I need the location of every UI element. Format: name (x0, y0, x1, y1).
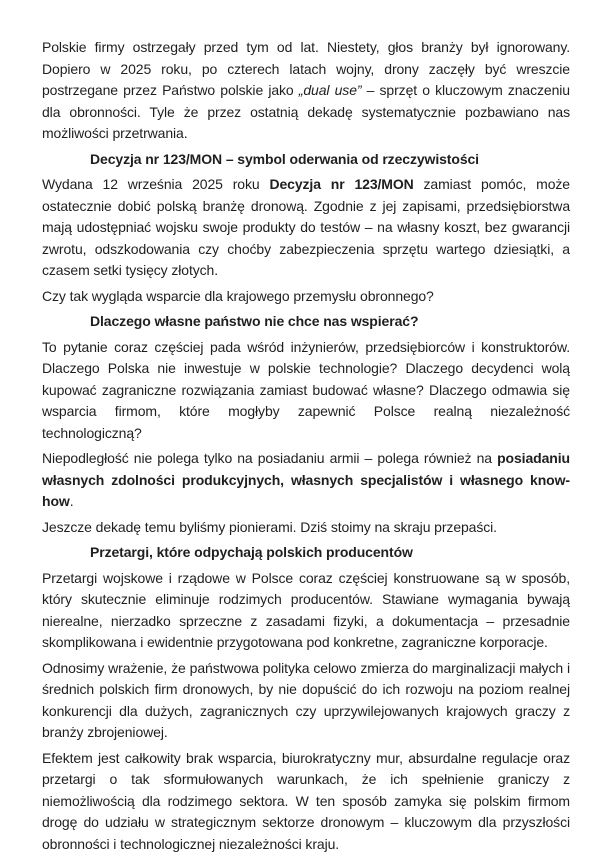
text-run: Efektem jest całkowity brak wsparcia, biurokratyczny mur, absurdalne regulacje oraz przetargi o tak sformułowanych warunkach, że ich spełnienie graniczy z niemożliwością dla rodzimego sektora. W ten sposób zamyka się polskim firmom drogę do udziału w strategicznym sektorze dronowym – kluczowym dla przyszłości obronności i technologicznej niezależności kraju. (42, 749, 570, 852)
text-run: Czy tak wygląda wsparcie dla krajowego przemysłu obronnego? (42, 287, 434, 304)
paragraph-pionierzy (42, 517, 570, 539)
heading-text: Dlaczego własne państwo nie chce nas wspierać? (90, 313, 419, 329)
text-run: Wydana 12 września 2025 roku (42, 176, 270, 192)
section-heading-dlaczego-panstwo (42, 311, 570, 333)
heading-text: Decyzja nr 123/MON – symbol oderwania od rzeczywistości (90, 150, 479, 167)
paragraph-marginalizacja (42, 658, 570, 744)
text-run: – sprzęt o kluczowym znaczeniu dla obronności. Tyle że przez ostatnią dekadę systematycznie pozbawiano nas możliwości przetrwania. (42, 82, 570, 141)
text-run: Odnosimy wrażenie, że państwowa polityka celowo zmierza do marginalizacji małych i średnich polskich firm dronowych, by nie dopuścić do ich rozwoju na poziom realnej konkurencji dla dużych, zagranicznych czy uprzywilejowanych krajowych graczy z branży zbrojeniowej. (42, 659, 570, 740)
section-heading-decyzja-123-mon (42, 149, 570, 171)
text-run: . (69, 493, 74, 509)
paragraph-pytania-inzynierow (42, 337, 570, 445)
text-run-italic-dual-use: „dual use” (298, 82, 362, 98)
paragraph-niepodleglosc (42, 448, 570, 513)
text-run: Przetargi wojskowe i rządowe w Polsce coraz częściej konstruowane są w sposób, który skutecznie eliminuje rodzimych producentów. Stawiane wymagania bywają nierealne, nierzadko sprzeczne z zasadami fizyki, a dokumentacja – przesadnie skomplikowana i ewidentnie przygotowana pod konkretne, zagraniczne korporacje. (42, 569, 570, 650)
heading-text: Przetargi, które odpychają polskich producentów (90, 544, 413, 560)
paragraph-przetargi-opis (42, 568, 570, 654)
paragraph-intro (42, 37, 570, 145)
text-run: To pytanie coraz częściej pada wśród inżynierów, przedsiębiorców i konstruktorów. Dlaczego Polska nie inwestuje w polskie technologie? Dlaczego decydenci wolą kupować zagraniczne rozwiązania zamiast budować własne? Dlaczego odmawia się wsparcia firmom, które mogłyby zapewnić Polsce realną niezależność technologiczną? (42, 338, 570, 441)
paragraph-question-wsparcie (42, 286, 570, 308)
paragraph-efektem (42, 748, 570, 856)
text-run: Polskie firmy ostrzegały przed tym od lat. Niestety, głos branży był ignorowany. Dopiero w 2025 roku, po czterech latach wojny, drony zaczęły być wreszcie postrzegane przez Państwo polskie jako (42, 39, 570, 98)
text-run: Niepodległość nie polega tylko na posiadaniu armii – polega również na (42, 450, 498, 466)
text-run-bold-know-how: posiadaniu własnych zdolności produkcyjnych, własnych specjalistów i własnego know-how (42, 450, 570, 509)
text-run: Jeszcze dekadę temu byliśmy pionierami. Dziś stoimy na skraju przepaści. (42, 518, 497, 535)
text-run-bold-decyzja: Decyzja nr 123/MON (269, 176, 414, 192)
section-heading-przetargi (42, 542, 570, 564)
paragraph-decyzja-opis (42, 174, 570, 282)
text-run: zamiast pomóc, może ostatecznie dobić polską branżę dronową. Zgodnie z jej zapisami, przedsiębiorstwa mają udostępniać wojsku swoje produkty do testów – na własny koszt, bez gwarancji zwrotu, odszkodowania czy choćby zabezpieczenia sprzętu wartego dziesiątki, a czasem setki tysięcy złotych. (42, 176, 570, 278)
